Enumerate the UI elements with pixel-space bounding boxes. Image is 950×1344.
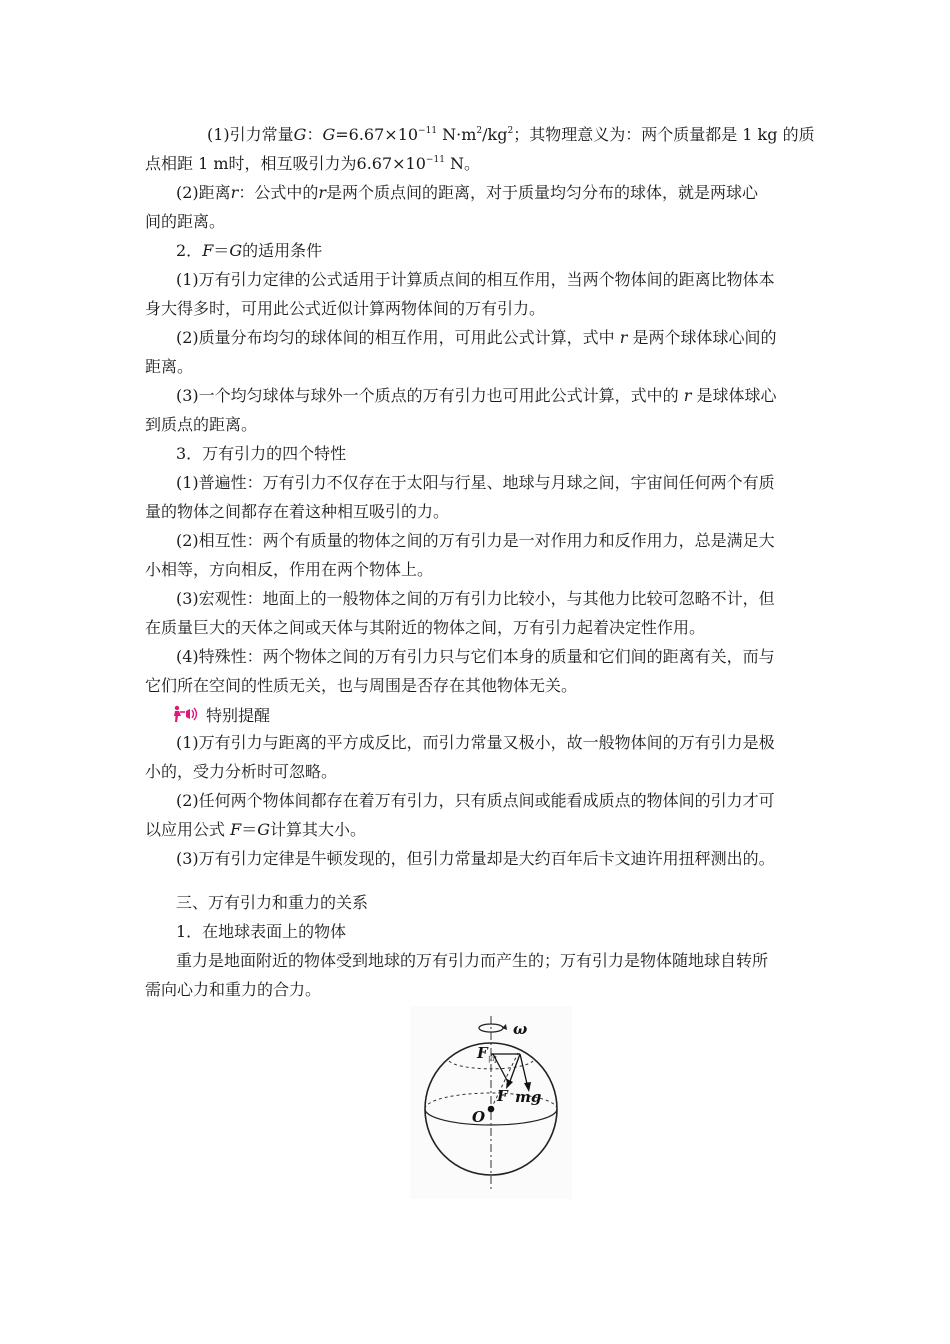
paragraph-condition-3 [145,381,813,439]
text: 在质量巨大的天体之间或天体与其附近的物体之间，万有引力起着决定性作用。 [145,618,706,637]
text: N·m [437,125,477,144]
text: ＝ [241,820,258,839]
text: 3．万有引力的四个特性 [176,444,347,463]
exponent: 2 [507,126,514,136]
paragraph-condition-1 [145,265,813,323]
text: 它们所在空间的性质无关，也与周围是否存在其他物体无关。 [145,676,578,695]
text: 到质点的距离。 [145,415,258,434]
symbol-r: r [683,386,692,405]
text: 的适用条件 [242,241,323,260]
text: N。 [444,154,481,173]
paragraph-macroscopic [145,584,813,642]
text: (2)相互性：两个有质量的物体之间的万有引力是一对作用力和反作用力，总是满足大 [176,531,775,550]
text: (1)引力常量 [207,125,294,144]
text: =6.67×10 [335,125,419,144]
text: (4)特殊性：两个物体之间的万有引力只与它们本身的质量和它们间的距离有关，而与 [176,647,775,666]
exponent: 2 [476,126,483,136]
paragraph-condition-2 [145,323,813,381]
text: 量的物体之间都存在着这种相互吸引的力。 [145,502,450,521]
subheading-earth-surface [145,917,813,946]
symbol-g: G [229,241,243,260]
text: 需向心力和重力的合力。 [145,980,322,999]
omega-label: ω [513,1020,528,1038]
symbol-r: r [230,183,239,202]
text: ＝ [213,241,230,260]
symbol-r: r [619,328,628,347]
paragraph-mutuality [145,526,813,584]
reminder-title: 特别提醒 [206,705,271,725]
text: 间的距离。 [145,212,226,231]
text: 是球体球心 [691,386,777,405]
text: 身大得多时，可用此公式近似计算两物体间的万有引力。 [145,299,546,318]
text: 1．在地球表面上的物体 [176,922,347,941]
section-heading-gravity-relation [145,888,813,917]
reminder-item-2 [145,786,813,844]
symbol-f: F [202,241,214,260]
center-o-label: O [472,1108,486,1126]
text: 是两个质点间的距离，对于质量均匀分布的球体，就是两球心 [326,183,759,202]
text: (3)一个均匀球体与球外一个质点的万有引力也可用此公式计算，式中的 [176,386,684,405]
symbol-g: G [322,125,336,144]
text: ：公式中的 [238,183,319,202]
paragraph-gravitational-constant [145,120,844,178]
text: (2)距离 [176,183,231,202]
earth-force-diagram [410,1006,572,1199]
symbol-f: F [230,820,242,839]
paragraph-gravity-origin [145,946,813,1004]
text: 距离。 [145,357,194,376]
text: (2)质量分布均匀的球体间的相互作用，可用此公式计算，式中 [176,328,620,347]
text: (1)普遍性：万有引力不仅存在于太阳与行星、地球与月球之间，宇宙间任何两个有质 [176,473,775,492]
symbol-r: r [318,183,326,202]
reminder-item-3 [145,844,813,873]
text: 小相等，方向相反，作用在两个物体上。 [145,560,434,579]
paragraph-universality [145,468,813,526]
paragraph-specificity [145,642,813,700]
text: (1)万有引力定律的公式适用于计算质点间的相互作用，当两个物体间的距离比物体本 [176,270,775,289]
text: (1)万有引力与距离的平方成反比，而引力常量又极小，故一般物体间的万有引力是极 [176,733,775,752]
text: 2． [176,241,203,260]
special-reminder-heading [172,700,270,728]
text: (2)任何两个物体间都存在着万有引力，只有质点间或能看成质点的物体间的引力才可 [176,791,775,810]
f-label: F [497,1087,508,1105]
mg-label: mg [515,1088,542,1106]
reminder-item-1 [145,728,813,786]
text: 重力是地面附近的物体受到地球的万有引力而产生的；万有引力是物体随地球自转所 [176,951,769,970]
paragraph-distance-r [145,178,813,236]
text: 是两个球体球心间的 [627,328,777,347]
text: 三、万有引力和重力的关系 [176,893,369,912]
text: (3)万有引力定律是牛顿发现的，但引力常量却是大约百年后卡文迪许用扭秤测出的。 [176,849,775,868]
text: (3)宏观性：地面上的一般物体之间的万有引力比较小，与其他力比较可忽略不计，但 [176,589,775,608]
text: /kg [482,125,508,144]
exponent: −11 [418,126,438,136]
center-point [488,1106,495,1113]
text: ；其物理意义为：两个质量都是 1 kg 的质 [513,125,815,144]
heading-four-properties [145,439,813,468]
exponent: −11 [425,155,445,165]
text: 点相距 1 m时，相互吸引力为6.67×10 [145,154,426,173]
text: ： [306,125,323,144]
f-centripetal-subscript: 向 [488,1055,498,1065]
text: 以应用公式 [145,820,231,839]
text: 小的，受力分析时可忽略。 [145,762,338,781]
text: 计算其大小。 [270,820,367,839]
heading-applicable-conditions [145,236,813,265]
symbol-g: G [293,125,307,144]
symbol-g: G [257,820,270,839]
speaker-icon [172,704,202,724]
f-centripetal-label: F [477,1044,488,1062]
